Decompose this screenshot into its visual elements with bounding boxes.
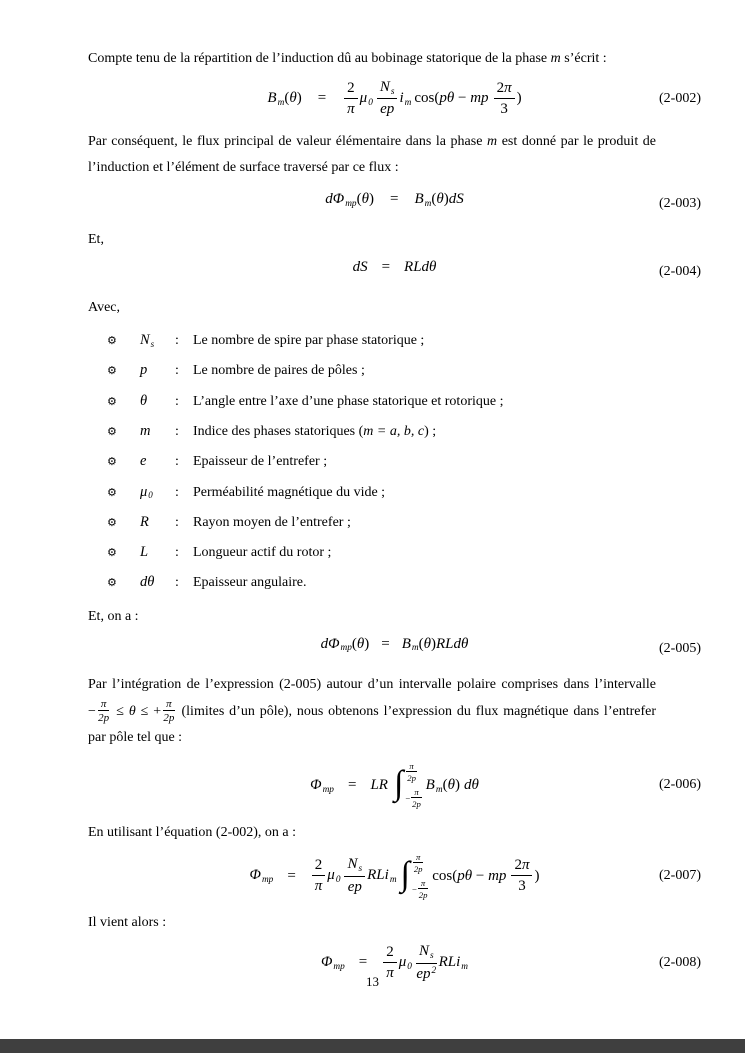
- symbol-colon: :: [175, 484, 179, 500]
- symbol-math: θ: [140, 392, 148, 409]
- paragraph-avec: Avec,: [88, 300, 120, 316]
- symbol-description: L’angle entre l’axe d’une phase statorique et rotorique ;: [193, 393, 504, 409]
- paragraph-flux-end: est donné par le produit de l’induction et l’élément de surface traversé par ce flux :: [88, 134, 656, 176]
- symbol-list-item: [88, 569, 701, 599]
- symbol-colon: :: [175, 575, 179, 591]
- gear-bullet-icon: ⚙: [107, 576, 117, 590]
- symbol-list-item: [88, 357, 701, 387]
- interval-inline-math: − $\frac{\pi}{2p}$ ≤ θ ≤ + $\frac{\pi}{2p}$: [88, 697, 175, 725]
- symbol-description: Rayon moyen de l’entrefer ;: [193, 514, 351, 530]
- gear-bullet-icon: ⚙: [107, 485, 117, 499]
- equation-number: (2-007): [659, 868, 701, 884]
- page-bottom-edge: [0, 1039, 745, 1053]
- symbol-colon: :: [175, 423, 179, 439]
- symbol-math: m: [140, 422, 151, 439]
- equation-2-008-math: $\Phi_{mp}$ = $\frac{2}{\pi}$ $\mu_0$ $\frac{N_s}{ep^2}$ RLi$_m$: [321, 943, 468, 982]
- gear-bullet-icon: ⚙: [107, 546, 117, 560]
- paragraph-integration: [88, 672, 656, 751]
- symbol-description: Epaisseur angulaire.: [193, 575, 307, 591]
- paragraph-flux-text: Par conséquent, le flux principal de valeur élémentaire dans la phase: [88, 134, 488, 150]
- paragraph-integration-text: Par l’intégration de l’expression (2-005) autour d’un intervalle polaire comprises dans l’intervalle: [88, 676, 656, 692]
- paragraph-et: Et,: [88, 232, 104, 248]
- equation-2-004: [88, 259, 701, 285]
- equation-2-004-math: dS = RLdθ: [352, 259, 437, 276]
- paragraph-en-utilisant: En utilisant l’équation (2-002), on a :: [88, 824, 297, 840]
- inline-var-m: m: [487, 134, 498, 150]
- equation-2-002: [88, 78, 701, 119]
- gear-bullet-icon: ⚙: [107, 334, 117, 348]
- symbol-colon: :: [175, 514, 179, 530]
- symbol-description: Epaisseur de l’entrefer ;: [193, 454, 328, 470]
- symbol-description: Perméabilité magnétique du vide ;: [193, 484, 386, 500]
- equation-2-007: [88, 852, 701, 901]
- symbols-list: [88, 327, 701, 600]
- paragraph-il-vient: Il vient alors :: [88, 915, 167, 931]
- gear-bullet-icon: ⚙: [107, 455, 117, 469]
- symbol-math: e: [140, 453, 147, 470]
- symbol-list-item: [88, 479, 701, 509]
- paragraph-intro: [88, 46, 656, 72]
- symbol-colon: :: [175, 333, 179, 349]
- symbol-math: $\mu_0$: [140, 483, 153, 501]
- symbol-list-item: [88, 327, 701, 357]
- symbol-list-item: [88, 448, 701, 478]
- symbol-math: dθ: [140, 574, 155, 591]
- paragraph-et-on-a: Et, on a :: [88, 608, 139, 624]
- equation-2-005: [88, 636, 701, 662]
- paragraph-flux: [88, 129, 656, 181]
- symbol-list-item: [88, 418, 701, 448]
- inline-var-m: m: [550, 51, 561, 66]
- paragraph-intro-text: Compte tenu de la répartition de l’induction dû au bobinage statorique de la phase: [88, 51, 551, 66]
- paragraph-integration-end: (limites d’un pôle), nous obtenons l’expression du flux magnétique dans l’entrefer par pôle tel que :: [88, 703, 656, 745]
- gear-bullet-icon: ⚙: [107, 424, 117, 438]
- paragraph-intro-end: s’écrit :: [560, 51, 607, 66]
- symbol-description: Le nombre de paires de pôles ;: [193, 363, 365, 379]
- symbol-description: Indice des phases statoriques (m = a, b, c) ;: [193, 423, 437, 439]
- gear-bullet-icon: ⚙: [107, 364, 117, 378]
- equation-number: (2-002): [659, 90, 701, 106]
- symbol-math: R: [140, 513, 149, 530]
- equation-2-003-math: $d\Phi_{mp}(\theta) = B_m(\theta)dS$: [325, 191, 464, 209]
- symbol-colon: :: [175, 393, 179, 409]
- equation-number: (2-003): [659, 196, 701, 212]
- symbol-list-item: [88, 388, 701, 418]
- symbol-colon: :: [175, 454, 179, 470]
- equation-2-006: [88, 761, 701, 810]
- equation-number: (2-008): [659, 954, 701, 970]
- symbol-math: $N_s$: [140, 332, 155, 349]
- symbol-list-item: [88, 509, 701, 539]
- equation-2-003: [88, 191, 701, 217]
- symbol-description: Longueur actif du rotor ;: [193, 545, 332, 561]
- page-number: 13: [366, 974, 379, 989]
- equation-2-002-math: $B_m(\theta)$ = $\frac{2}{\pi}$ $\mu_0$ $\frac{N_s}{ep}$ $i_m$ cos(pθ − mp $\frac{2\pi}{3}$ ): [267, 79, 522, 118]
- equation-number: (2-004): [659, 264, 701, 280]
- symbol-colon: :: [175, 363, 179, 379]
- symbol-math: p: [140, 362, 148, 379]
- equation-2-006-math: $\Phi_{mp}$ = LR ∫ $\frac{\pi}{2p}$ − $\frac{\pi}{2p}$ $B_m(\theta)$ dθ: [310, 760, 479, 810]
- symbol-list-item: [88, 539, 701, 569]
- equation-number: (2-006): [659, 777, 701, 793]
- equation-2-005-math: $d\Phi_{mp}(\theta) = B_m(\theta)RLd\theta$: [320, 635, 469, 654]
- symbol-math: L: [140, 544, 149, 561]
- gear-bullet-icon: ⚙: [107, 394, 117, 408]
- symbol-colon: :: [175, 545, 179, 561]
- symbol-description: Le nombre de spire par phase statorique ;: [193, 333, 425, 349]
- equation-number: (2-005): [659, 640, 701, 656]
- gear-bullet-icon: ⚙: [107, 515, 117, 529]
- equation-2-007-math: $\Phi_{mp}$ = $\frac{2}{\pi}$ $\mu_0$ $\frac{N_s}{ep}$ RLi$_m$ ∫ $\frac{\pi}{2p}$ − $\frac{\pi}{2p}$ cos(pθ − mp $\frac{2\pi}{3}$ ): [249, 851, 540, 900]
